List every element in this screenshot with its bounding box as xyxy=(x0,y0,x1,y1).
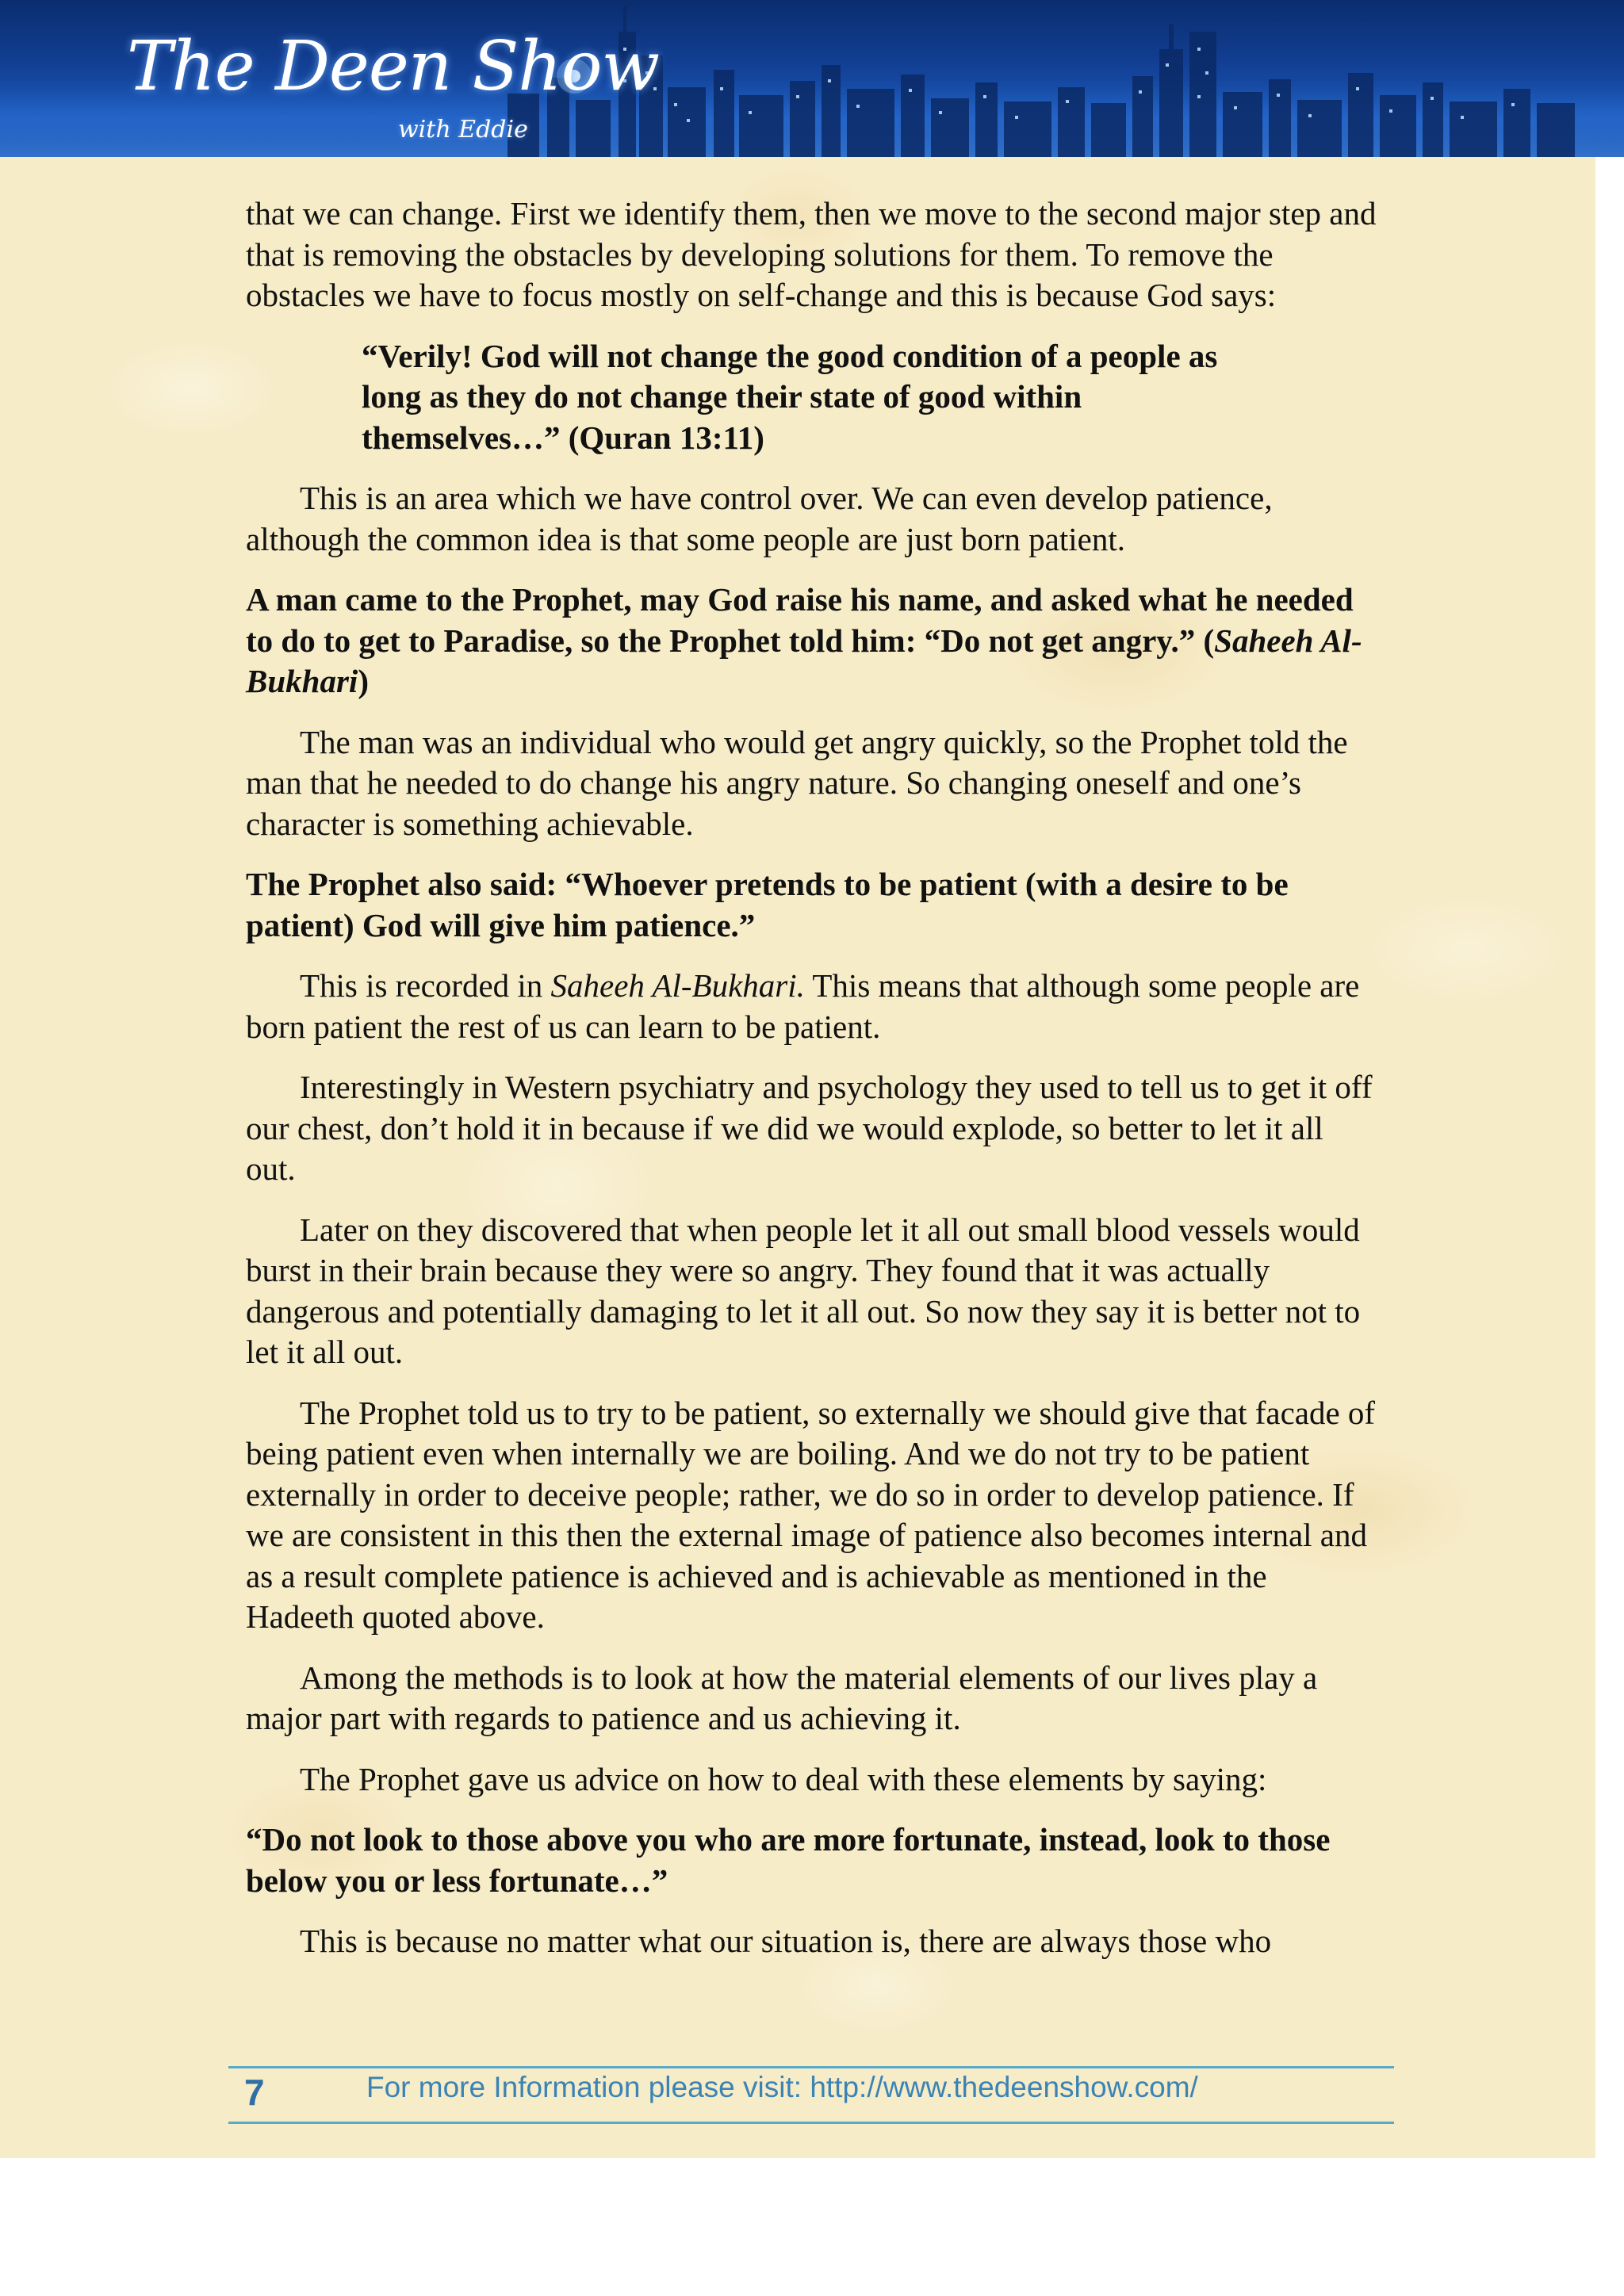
quran-quote: “Verily! God will not change the good condition of a people as long as they do not change their state of good within themselves…” (Quran 13:11) xyxy=(362,337,1218,456)
paragraph: The Prophet told us to try to be patient, so externally we should give that facade of being patient even when internally we are boiling. And we do not try to be patient externally in order to deceive people; rather, we do so in order to develop patience. If we are consistent in this then the external image of patience also becomes internal and as a result complete patience is achieved and is achievable as mentioned in the Hadeeth quoted above. xyxy=(246,1394,1376,1635)
page-number: 7 xyxy=(244,2072,265,2113)
hadith-source: Saheeh Al-Bukhari xyxy=(246,622,1362,699)
paragraph: The Prophet gave us advice on how to deal with these elements by saying: xyxy=(300,1760,1267,1797)
hadith-close: ) xyxy=(358,663,369,699)
paragraph: Later on they discovered that when people let it all out small blood vessels would burst in their brain because they were so angry. They found that it was actually dangerous and potentially damaging to let it all out. So now they say it is better not to let it all out. xyxy=(246,1211,1361,1370)
hadith-quote: The Prophet also said: “Whoever pretends to be patient (with a desire to be patient) God will give him patience.” xyxy=(246,866,1289,943)
paragraph xyxy=(246,966,1380,1047)
hadith-quote xyxy=(246,580,1380,702)
paragraph: This is an area which we have control over. We can even develop patience, although the common idea is that some people are just born patient. xyxy=(246,480,1273,557)
paragraph: Interestingly in Western psychiatry and psychology they used to tell us to get it off our chest, don’t hold it in because if we did we would explode, so better to let it all out. xyxy=(246,1069,1373,1187)
brand-title: The Deen Show xyxy=(127,27,660,106)
paragraph-text: This means that although some people are born patient the rest of us can learn to be patient. xyxy=(246,967,1360,1045)
hadith-text: A man came to the Prophet, may God raise his name, and asked what he needed to do to get to Paradise, so the Prophet told him: “Do not get angry.” ( xyxy=(246,581,1354,659)
footer-rule-top xyxy=(228,2066,1394,2068)
paragraph: that we can change. First we identify them, then we move to the second major step and that is removing the obstacles by developing solutions for them. To remove the obstacles we have to focus mostly on self-change and this is because God says: xyxy=(246,195,1377,313)
source-citation: Saheeh Al-Bukhari. xyxy=(550,967,805,1004)
article-body xyxy=(246,193,1380,1982)
brand-subtitle: with Eddie xyxy=(398,116,528,144)
hadith-quote: “Do not look to those above you who are more fortunate, instead, look to those below you or less fortunate…” xyxy=(246,1821,1331,1899)
footer-rule-bottom xyxy=(228,2122,1394,2124)
paragraph-text: This is recorded in xyxy=(300,967,551,1004)
paragraph: The man was an individual who would get angry quickly, so the Prophet told the man that he needed to do change his angry nature. So changing oneself and one’s character is something achievable. xyxy=(246,723,1348,842)
paragraph: This is because no matter what our situation is, there are always those who xyxy=(300,1923,1272,1959)
footer-link-text[interactable]: For more Information please visit: http://www.thedeenshow.com/ xyxy=(366,2071,1198,2103)
paragraph: Among the methods is to look at how the material elements of our lives play a major part with regards to patience and us achieving it. xyxy=(246,1659,1318,1736)
header-banner xyxy=(0,0,1624,157)
